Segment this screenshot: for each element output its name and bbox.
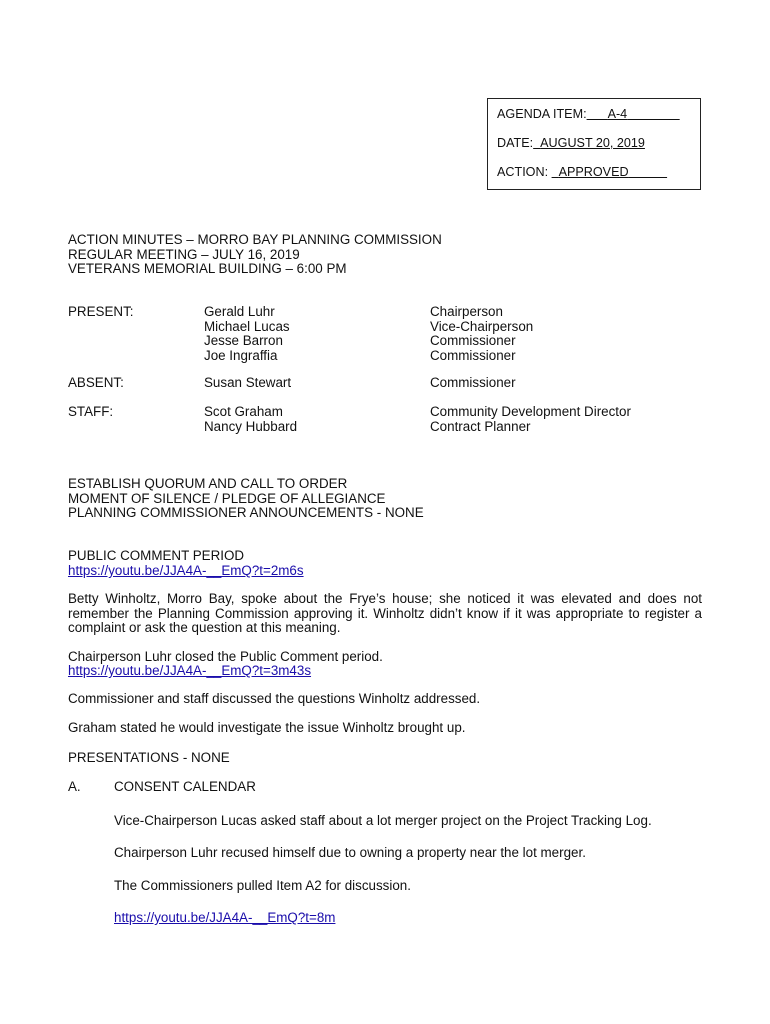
staff-roles [430, 405, 631, 434]
agenda-action-line [497, 165, 667, 180]
absent-label: ABSENT: [68, 375, 124, 390]
present-name: Joe Ingraffia [204, 347, 278, 363]
agenda-date-line [497, 136, 645, 151]
consent-letter: A. [68, 779, 81, 794]
opening-line-3: PLANNING COMMISSIONER ANNOUNCEMENTS - NONE [68, 505, 424, 521]
presentations-heading: PRESENTATIONS - NONE [68, 750, 230, 765]
staff-name: Scot Graham [204, 404, 283, 419]
opening-line-2: MOMENT OF SILENCE / PLEDGE OF ALLEGIANCE [68, 490, 386, 506]
present-role: Chairperson [430, 304, 503, 319]
present-role: Commissioner [430, 347, 516, 363]
video-link-comment-closed[interactable]: https://youtu.be/JJA4A-__EmQ?t=3m43s [68, 663, 312, 678]
present-name: Gerald Luhr [204, 304, 275, 319]
staff-names [204, 405, 297, 434]
public-comment-heading: PUBLIC COMMENT PERIOD [68, 548, 245, 563]
agenda-date-label: DATE: [497, 136, 534, 150]
present-names [204, 305, 290, 363]
video-link-consent[interactable]: https://youtu.be/JJA4A-__EmQ?t=8m [114, 910, 336, 925]
commission-discussion-text: Commissioner and staff discussed the questions Winholtz addressed. [68, 691, 481, 706]
video-link-public-comment[interactable]: https://youtu.be/JJA4A-__EmQ?t=2m6s [68, 563, 304, 578]
agenda-action-label: ACTION: [497, 165, 549, 179]
staff-label: STAFF: [68, 404, 114, 419]
present-label: PRESENT: [68, 304, 134, 319]
winholtz-comment-paragraph: Betty Winholtz, Morro Bay, spoke about the Frye’s house; she noticed it was elevated and does not remember the Planning Commission approving it. Winholtz didn’t know if it was appropriate to register a complaint or ask the question at this meaning. [68, 591, 702, 636]
agenda-item-line [497, 107, 680, 122]
present-role: Vice-Chairperson [430, 318, 534, 334]
present-name: Michael Lucas [204, 318, 290, 334]
present-roles [430, 305, 533, 363]
absent-name: Susan Stewart [204, 375, 292, 390]
staff-role: Contract Planner [430, 418, 531, 434]
opening-line-1: ESTABLISH QUORUM AND CALL TO ORDER [68, 476, 348, 491]
consent-calendar-heading: CONSENT CALENDAR [114, 779, 256, 794]
header-line-3: VETERANS MEMORIAL BUILDING – 6:00 PM [68, 261, 347, 277]
absent-role: Commissioner [430, 375, 516, 390]
staff-role: Community Development Director [430, 404, 631, 419]
present-name: Jesse Barron [204, 333, 283, 349]
header-line-2: REGULAR MEETING – JULY 16, 2019 [68, 246, 300, 262]
present-role: Commissioner [430, 333, 516, 349]
staff-name: Nancy Hubbard [204, 418, 298, 434]
agenda-action-value: APPROVED [558, 165, 629, 179]
opening-section [68, 477, 424, 521]
graham-investigate-text: Graham stated he would investigate the issue Winholtz brought up. [68, 720, 466, 735]
comment-closed-text: Chairperson Luhr closed the Public Comment period. [68, 649, 383, 664]
consent-paragraph-2: Chairperson Luhr recused himself due to owning a property near the lot merger. [114, 845, 586, 860]
agenda-item-value: A-4 [607, 107, 628, 121]
agenda-item-label: AGENDA ITEM: [497, 107, 587, 121]
consent-paragraph-1: Vice-Chairperson Lucas asked staff about a lot merger project on the Project Tracking Log. [114, 813, 652, 828]
agenda-date-value: AUGUST 20, 2019 [540, 136, 645, 150]
consent-paragraph-3: The Commissioners pulled Item A2 for discussion. [114, 878, 411, 893]
agenda-item-box [487, 98, 701, 190]
minutes-header [68, 233, 442, 277]
header-line-1: ACTION MINUTES – MORRO BAY PLANNING COMMISSION [68, 232, 442, 247]
